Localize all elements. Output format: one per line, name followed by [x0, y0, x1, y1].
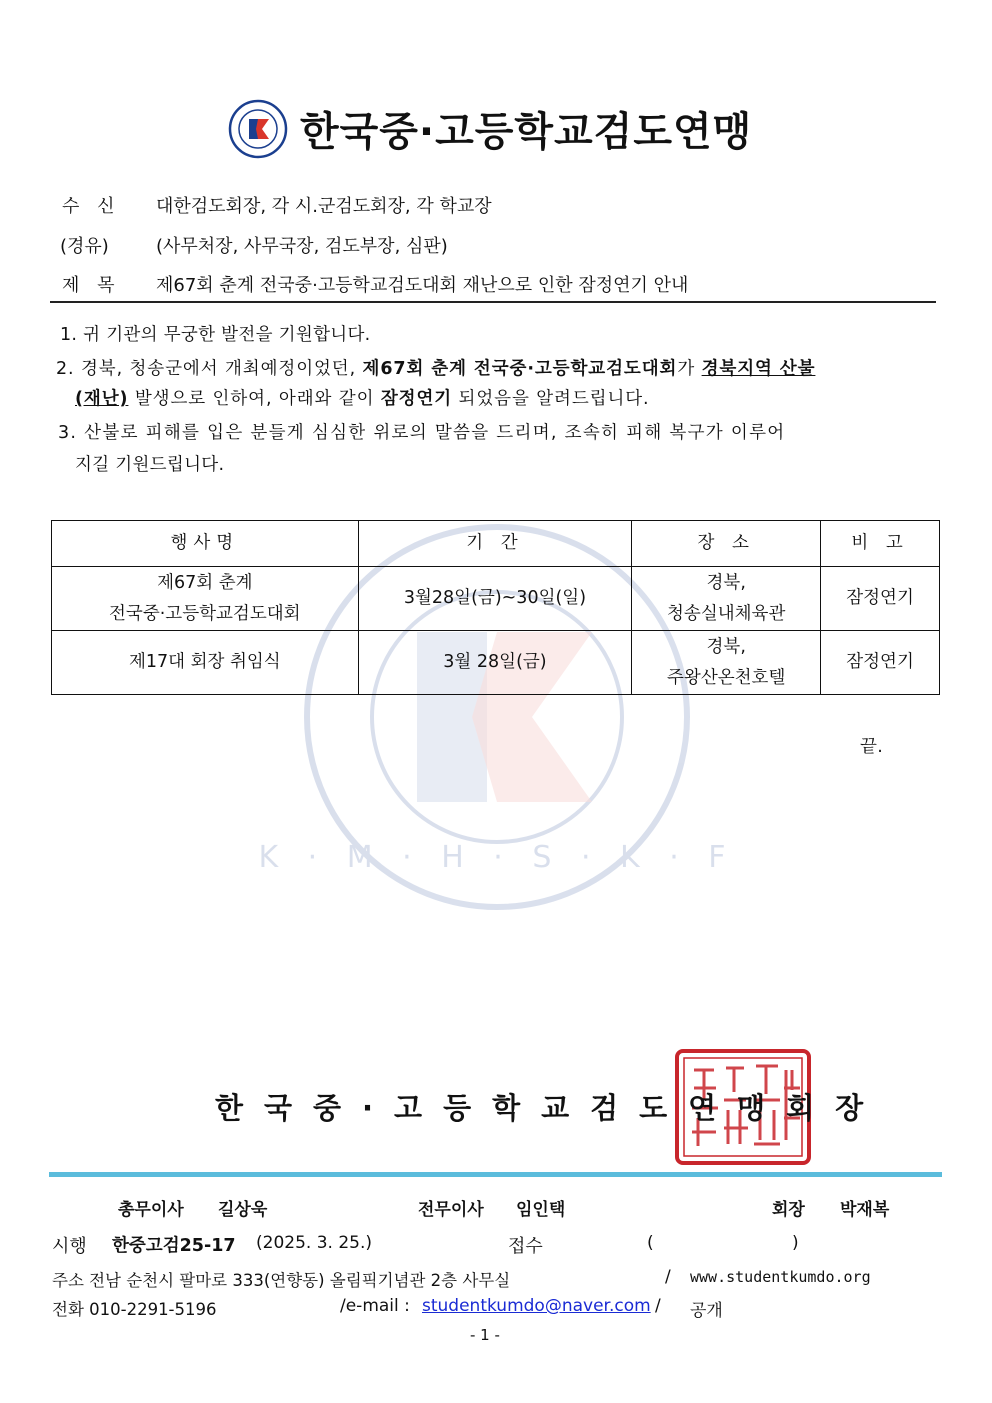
signature-title: 한국중·고등학교검도연맹회장 — [215, 1091, 885, 1125]
receipt-open: ( — [647, 1233, 654, 1253]
place-line-2: 청송실내체육관 — [667, 603, 786, 624]
phone: 전화 010-2291-5196 — [52, 1300, 217, 1319]
paragraph-2-line-2 — [75, 385, 650, 410]
col-header-event: 행사명 — [52, 521, 359, 567]
president-name: 박재복 — [840, 1200, 890, 1220]
issue-date: (2025. 3. 25.) — [256, 1233, 372, 1253]
receipt-close: ) — [792, 1233, 799, 1253]
footer-accent-bar — [49, 1172, 942, 1177]
gm-title: 총무이사 — [118, 1200, 184, 1220]
recipient-label: 수 신 — [62, 196, 121, 217]
federation-logo — [228, 99, 288, 159]
place-cell — [632, 631, 821, 695]
period-cell: 3월 28일(금) — [358, 631, 632, 695]
p2-disaster: (재난) — [75, 389, 129, 409]
page-number: - 1 - — [470, 1326, 500, 1344]
col-header-note: 비 고 — [821, 521, 940, 567]
p2-text-f: 발생으로 인하여, 아래와 같이 — [128, 389, 381, 409]
col-header-period: 기 간 — [358, 521, 632, 567]
note-cell: 잠정연기 — [821, 567, 940, 631]
p2-event-name: 제67회 춘계 전국중·고등학교검도대회 — [362, 359, 678, 379]
event-line-1: 제67회 춘계 — [157, 572, 253, 593]
period-cell: 3월28일(금)~30일(일) — [358, 567, 632, 631]
header-divider — [50, 301, 936, 303]
issue-label: 시행 — [52, 1236, 87, 1257]
via-label: (경유) — [60, 236, 109, 257]
recipient-value: 대한검도회장, 각 시.군검도회장, 각 학교장 — [156, 196, 492, 217]
ed-name: 임인택 — [516, 1200, 566, 1220]
place-cell — [632, 567, 821, 631]
place-line-1: 경북, — [706, 636, 746, 657]
col-header-place: 장 소 — [632, 521, 821, 567]
ed-title: 전무이사 — [418, 1200, 484, 1220]
p2-disaster-region: 경북지역 산불 — [701, 359, 816, 379]
p2-postponed: 잠정연기 — [380, 389, 453, 409]
event-table — [51, 520, 940, 695]
p2-text-c: 가 — [677, 359, 702, 379]
event-line-2: 전국중·고등학교검도대회 — [109, 603, 301, 624]
separator: / — [655, 1296, 661, 1316]
paragraph-3-line-1: 3. 산불로 피해를 입은 분들게 심심한 위로의 말씀을 드리며, 조속히 피해 복구가 이루어 — [58, 423, 786, 443]
note-cell: 잠정연기 — [821, 631, 940, 695]
address: 주소 전남 순천시 팔마로 333(연향동) 올림픽기념관 2층 사무실 — [52, 1271, 511, 1290]
issue-number: 한중고검25-17 — [112, 1236, 236, 1256]
email-label: /e-mail : — [340, 1296, 410, 1316]
gm-name: 길상욱 — [218, 1200, 268, 1220]
public-status: 공개 — [690, 1301, 723, 1321]
paragraph-3-line-2: 지길 기원드립니다. — [75, 455, 225, 475]
p2-text-a: 2. 경북, 청송군에서 개최예정이었던, — [56, 359, 363, 379]
email-link[interactable]: studentkumdo@naver.com — [422, 1296, 651, 1316]
table-row — [52, 567, 940, 631]
event-cell — [52, 567, 359, 631]
separator: / — [665, 1267, 671, 1287]
end-mark: 끝. — [860, 737, 884, 757]
paragraph-1: 1. 귀 기관의 무궁한 발전을 기원합니다. — [60, 325, 371, 345]
receipt-label: 접수 — [508, 1236, 543, 1257]
event-cell: 제17대 회장 취임식 — [52, 631, 359, 695]
website-link[interactable]: www.studentkumdo.org — [690, 1268, 871, 1286]
place-line-1: 경북, — [706, 572, 746, 593]
watermark-letters: K · M · H · S · K · F — [258, 840, 736, 875]
subject-value: 제67회 춘계 전국중·고등학교검도대회 재난으로 인한 잠정연기 안내 — [156, 275, 689, 296]
p2-text-h: 되었음을 알려드립니다. — [452, 389, 650, 409]
table-header-row — [52, 521, 940, 567]
via-value: (사무처장, 사무국장, 검도부장, 심판) — [156, 236, 448, 257]
place-line-2: 주왕산온천호텔 — [667, 667, 786, 688]
org-title: 한국중·고등학교검도연맹 — [300, 109, 753, 155]
subject-label: 제 목 — [62, 275, 121, 296]
table-row — [52, 631, 940, 695]
president-title: 회장 — [772, 1200, 805, 1220]
paragraph-2-line-1 — [56, 355, 815, 380]
